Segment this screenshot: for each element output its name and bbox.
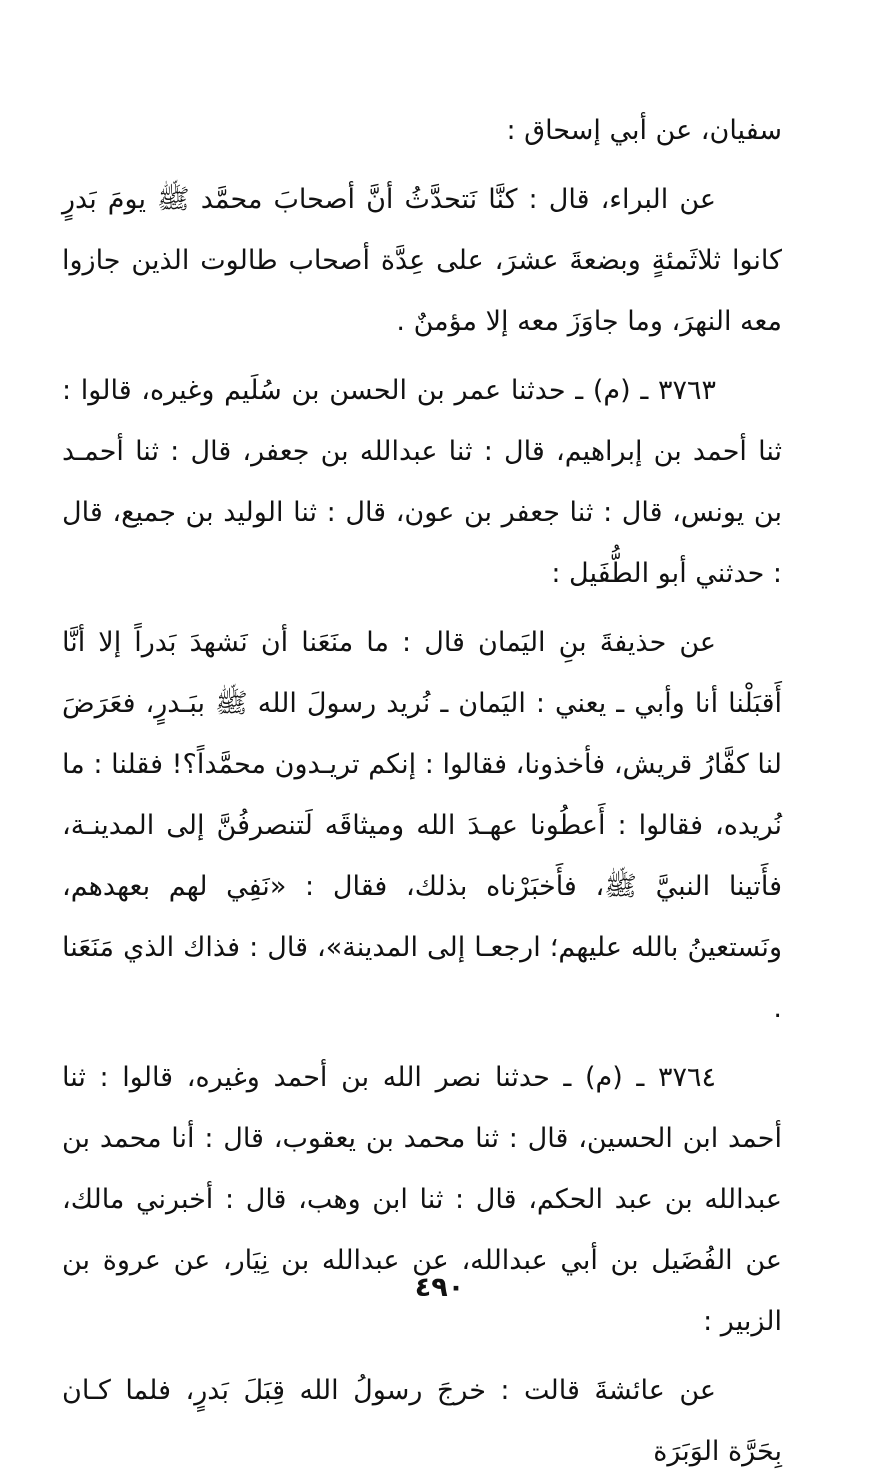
isnad-continuation: سفيان، عن أبي إسحاق : [506, 115, 782, 146]
hadith-3764-isnad: ٣٧٦٤ ـ (م) ـ حدثنا نصر الله بن أحمد وغيره، قالوا : ثنا أحمد ابن الحسين، قال : ثنا محمد بن يعقوب، قال : أنا محمد بن عبدالله بن عبد الحكم، قال : ثنا ابن وهب، قال : أخبرني مالك، عن الفُضَيل بن أبي عبدالله، عن عبدالله بن نِيَار، عن عروة بن الزبير : [62, 1062, 782, 1337]
hadith-3763-isnad: ٣٧٦٣ ـ (م) ـ حدثنا عمر بن الحسن بن سُلَيم وغيره، قالوا : ثنا أحمد بن إبراهيم، قال : ثنا عبدالله بن جعفر، قال : ثنا أحمـد بن يونس، قال : ثنا جعفر بن عون، قال : ثنا الوليد بن جميع، قال : حدثني أبو الطُّفَيل : [62, 375, 782, 589]
page-number: ٤٩٠ [414, 1272, 465, 1303]
hadith-3764-matn: عن عائشةَ قالت : خرجَ رسولُ الله قِبَلَ بَدرٍ، فلما كـان بِحَرَّة الوَبَرَة [62, 1375, 782, 1467]
hadith-3763-matn: عن حذيفةَ بنِ اليَمان قال : ما منَعَنا أن نَشهدَ بَدراً إلا أنَّا أَقبَلْنا أنا وأبي ـ يعني : اليَمان ـ نُريد رسولَ الله ﷺ ببَـدرٍ، فعَرَضَ لنا كفَّارُ قريش، فأخذونا، فقالوا : إنكم تريـدون محمَّداً؟! فقلنا : ما نُريده، فقالوا : أَعطُونا عهـدَ الله وميثاقَه لَتنصرفُنَّ إلى المدينـة، فأَتينا النبيَّ ﷺ، فأَخبَرْناه بذلك، فقال : «نَفِي لهم بعهدهم، ونَستعينُ بالله عليهم؛ ارجعـا إلى المدينة»، قال : فذاك الذي مَنَعَنا . [62, 627, 782, 1024]
hadith-bara-matn: عن البراء، قال : كنَّا نَتحدَّثُ أنَّ أصحابَ محمَّد ﷺ يومَ بَدرٍ كانوا ثلاثَمئةٍ وبضعةَ عشرَ، على عِدَّة أصحاب طالوت الذين جازوا معه النهرَ، وما جاوَزَ معه إلا مؤمنٌ . [62, 184, 782, 337]
